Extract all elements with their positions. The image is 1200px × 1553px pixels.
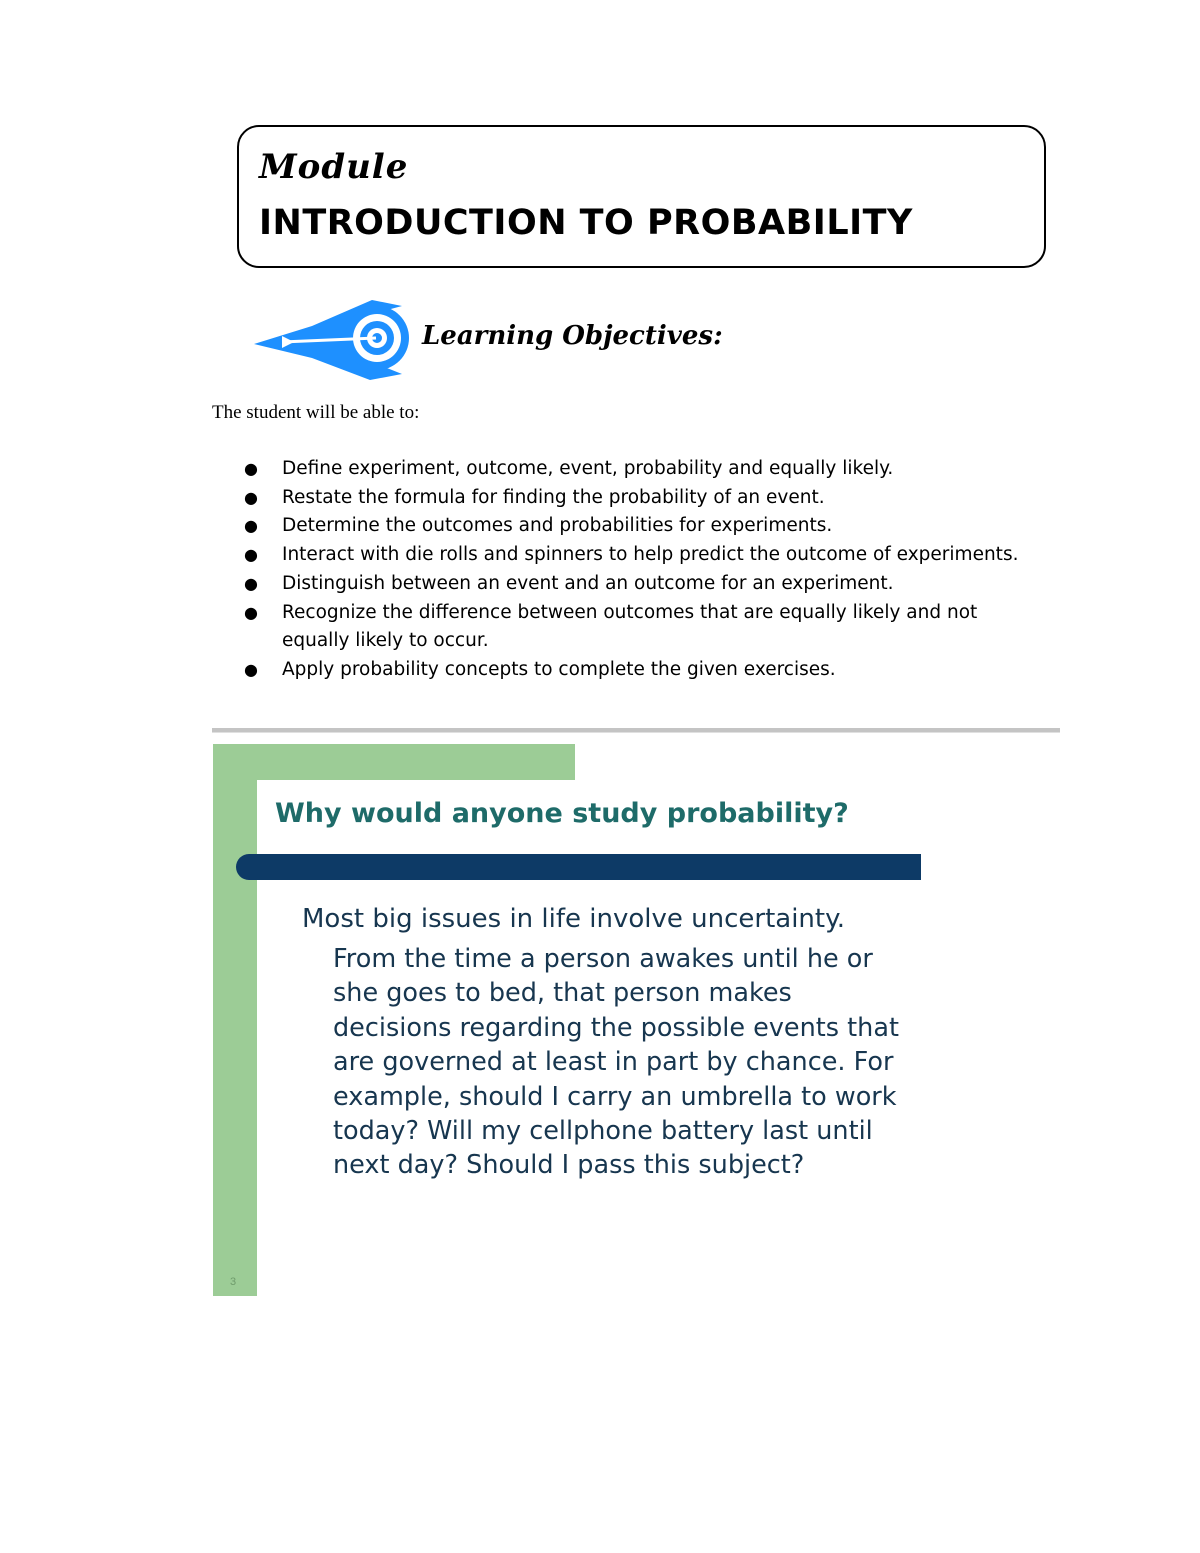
slide-green-band-top [213, 744, 575, 780]
slide-body-line: next day? Should I pass this subject? [333, 1150, 805, 1181]
module-title: INTRODUCTION TO PROBABILITY [259, 203, 913, 243]
module-header-box [237, 125, 1046, 268]
list-item: ● Interact with die rolls and spinners to help predict the outcome of experiments. [244, 541, 1074, 570]
slide-title-bar [236, 854, 921, 880]
slide-body-line: example, should I carry an umbrella to work [333, 1081, 897, 1112]
bullet-icon: ● [244, 516, 258, 536]
objectives-intro: The student will be able to: [212, 402, 420, 423]
list-item: ● Determine the outcomes and probabilities for experiments. [244, 512, 1074, 541]
bullet-icon: ● [244, 487, 258, 507]
slide-body-line: decisions regarding the possible events that [333, 1012, 899, 1043]
bullet-icon: ● [244, 659, 258, 679]
bullet-icon: ● [244, 602, 258, 622]
bullet-icon: ● [244, 573, 258, 593]
list-item: ● Restate the formula for finding the probability of an event. [244, 484, 1074, 513]
list-item-continued: equally likely to occur. [282, 630, 489, 652]
list-item: ● Recognize the difference between outcomes that are equally likely and not [244, 599, 1074, 628]
learning-objectives-heading: Learning Objectives: [422, 321, 723, 351]
slide-body-line: are governed at least in part by chance. For [333, 1047, 894, 1078]
list-item: ● Apply probability concepts to complete the given exercises. [244, 656, 1074, 685]
slide-page-number: 3 [230, 1276, 237, 1288]
target-arrow-icon [252, 294, 422, 382]
horizontal-divider [212, 728, 1060, 733]
bullet-icon: ● [244, 459, 258, 478]
module-label: Module [259, 147, 409, 187]
objectives-list [244, 455, 1074, 685]
slide-lead-text: Most big issues in life involve uncertainty. [302, 904, 846, 934]
slide-title: Why would anyone study probability? [275, 798, 849, 829]
bullet-icon: ● [244, 545, 258, 565]
slide-body-line: today? Will my cellphone battery last until [333, 1116, 873, 1147]
list-item: ● Define experiment, outcome, event, probability and equally likely. [244, 455, 1074, 484]
slide-body-line: From the time a person awakes until he or [333, 944, 873, 974]
slide-body-line: she goes to bed, that person makes [333, 978, 792, 1009]
slide-image [213, 744, 973, 1296]
list-item: ● Distinguish between an event and an outcome for an experiment. [244, 570, 1074, 599]
slide-body-text [333, 942, 973, 1183]
